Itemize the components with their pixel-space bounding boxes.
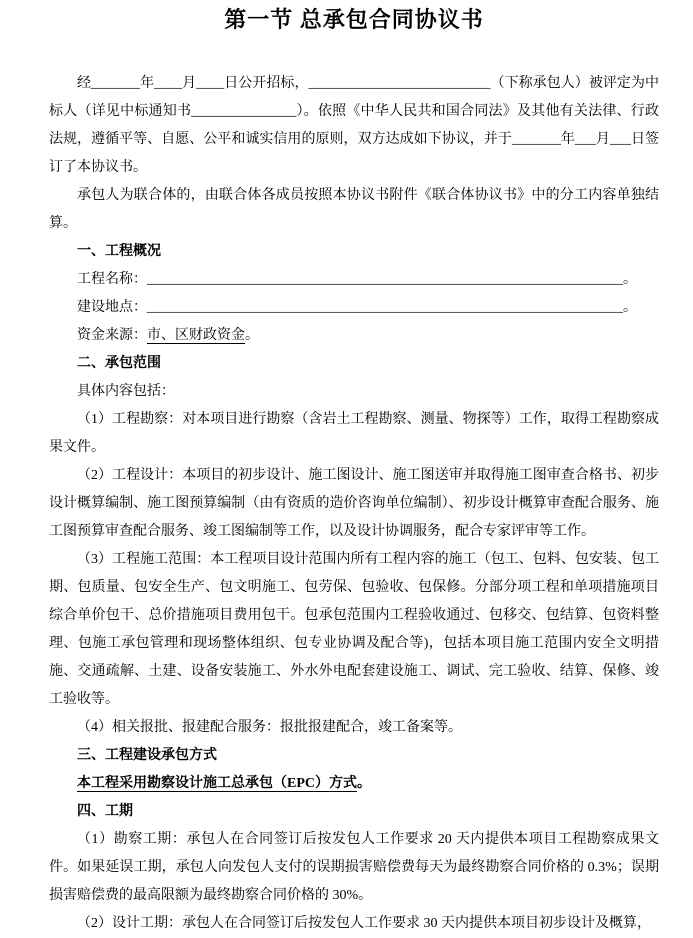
paragraph bbox=[49, 322, 659, 350]
text-run: 工程名称：____________________________________________________________________。 bbox=[77, 272, 637, 287]
paragraph bbox=[49, 406, 659, 462]
section-heading bbox=[49, 798, 659, 826]
paragraph bbox=[49, 714, 659, 742]
text-run: （2）工程设计：本项目的初步设计、施工图设计、施工图送审并取得施工图审查合格书、初步设计概算编制、施工图预算编制（由有资质的造价咨询单位编制）、初步设计概算审查配合服务、施工图预算审查配合服务、竣工图编制等工作，以及设计协调服务，配合专家评审等工作。 bbox=[49, 468, 659, 539]
text-run: 。 bbox=[245, 328, 259, 343]
text-run: 一、工程概况 bbox=[77, 244, 161, 259]
text-run: 三、工程建设承包方式 bbox=[77, 748, 217, 763]
document-title: 第一节 总承包合同协议书 bbox=[224, 7, 484, 32]
text-run: 经_______年____月____日公开招标，__________________________（下称承包人）被评定为中标人（详见中标通知书_______________）。依照《中华人民共和国合同法》及其他有关法律、行政法规，遵循平等、自愿、公平和诚实信用的原则，双方达成如下协议，并于_______年___月___日签订了本协议书。 bbox=[49, 76, 659, 175]
text-run: （1）工程勘察：对本项目进行勘察（含岩土工程勘察、测量、物探等）工作，取得工程勘察成果文件。 bbox=[49, 412, 659, 455]
paragraph bbox=[49, 462, 659, 546]
text-run: （1）勘察工期：承包人在合同签订后按发包人工作要求 20 天内提供本项目工程勘察成果文件。如果延误工期，承包人向发包人支付的误期损害赔偿费每天为最终勘察合同价格的 0.3%；误期损害赔偿费的最高限额为最终勘察合同价格的 30%。 bbox=[49, 832, 659, 903]
paragraph bbox=[49, 70, 659, 182]
text-run: （4）相关报批、报建配合服务：报批报建配合，竣工备案等。 bbox=[77, 720, 462, 735]
paragraph bbox=[49, 910, 659, 938]
text-run: 承包人为联合体的，由联合体各成员按照本协议书附件《联合体协议书》中的分工内容单独结算。 bbox=[49, 188, 659, 231]
paragraph bbox=[49, 294, 659, 322]
text-run: 建设地点：____________________________________________________________________。 bbox=[77, 300, 637, 315]
text-run: 四、工期 bbox=[77, 804, 133, 819]
paragraph bbox=[49, 770, 659, 798]
text-run: 二、承包范围 bbox=[77, 356, 161, 371]
text-run: 具体内容包括： bbox=[77, 384, 175, 399]
paragraph bbox=[49, 378, 659, 406]
paragraph bbox=[49, 266, 659, 294]
paragraph bbox=[49, 546, 659, 714]
section-heading bbox=[49, 350, 659, 378]
underlined-text-run: 本工程采用勘察设计施工总承包（EPC）方式 bbox=[77, 776, 357, 791]
section-heading bbox=[49, 238, 659, 266]
document-body bbox=[49, 70, 659, 938]
text-run: 。 bbox=[357, 776, 371, 791]
text-run: （3）工程施工范围：本工程项目设计范围内所有工程内容的施工（包工、包料、包安装、包工期、包质量、包安全生产、包文明施工、包劳保、包验收、包保修。分部分项工程和单项措施项目综合单价包干、总价措施项目费用包干。包承包范围内工程验收通过、包移交、包结算、包资料整理、包施工承包管理和现场整体组织、包专业协调及配合等)，包括本项目施工范围内安全文明措施、交通疏解、土建、设备安装施工、外水外电配套建设施工、调试、完工验收、结算、保修、竣工验收等。 bbox=[49, 552, 659, 707]
underlined-text-run: 市、区财政资金 bbox=[147, 328, 245, 343]
section-heading bbox=[49, 742, 659, 770]
paragraph bbox=[49, 182, 659, 238]
text-run: （2）设计工期：承包人在合同签订后按发包人工作要求 30 天内提供本项目初步设计及概算， bbox=[77, 916, 651, 931]
text-run: 资金来源： bbox=[77, 328, 147, 343]
paragraph bbox=[49, 826, 659, 910]
